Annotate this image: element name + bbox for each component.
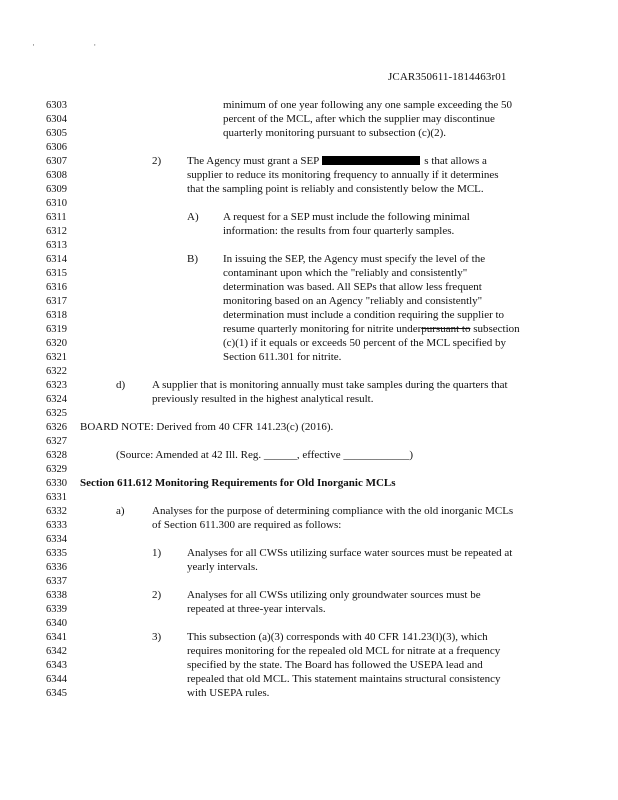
line-6345 [0,687,618,701]
line-text: A request for a SEP must include the following minimal [223,211,470,223]
document-code: JCAR350611-1814463r01 [388,71,507,83]
line-number: 6313 [46,240,67,251]
line-6343 [0,659,618,673]
line-6326 [0,421,618,435]
line-number: 6305 [46,128,67,139]
line-text: contaminant upon which the "reliably and consistently" [223,267,468,279]
line-number: 6309 [46,184,67,195]
line-text: In issuing the SEP, the Agency must specify the level of the [223,253,486,265]
line-text [223,323,520,337]
line-6341 [0,631,618,645]
line-number: 6311 [46,212,67,223]
line-6340 [0,617,618,631]
line-text [187,155,487,169]
line-6315 [0,267,618,281]
line-text: information: the results from four quarterly samples. [223,225,455,237]
line-6342 [0,645,618,659]
line-6307 [0,155,618,169]
line-number: 6340 [46,618,67,629]
line-6303 [0,99,618,113]
line-6305 [0,127,618,141]
line-number: 6335 [46,548,67,559]
line-6334 [0,533,618,547]
line-number: 6343 [46,660,67,671]
line-text: Analyses for all CWSs utilizing surface water sources must be repeated at [187,547,513,559]
line-6319 [0,323,618,337]
line-text-pre: The Agency must grant a SEP [187,155,320,167]
line-number: 6307 [46,156,67,167]
line-number: 6310 [46,198,67,209]
line-number: 6330 [46,478,67,489]
line-6335 [0,547,618,561]
item-label: A) [187,211,199,223]
item-label: 2) [152,589,162,601]
line-number: 6341 [46,632,67,643]
line-text: monitoring based on an Agency "reliably and consistently" [223,295,483,307]
line-6308 [0,169,618,183]
item-label: d) [116,379,126,391]
line-number: 6333 [46,520,67,531]
line-6320 [0,337,618,351]
line-text: determination was based. All SEPs that allow less frequent [223,281,482,293]
item-label: 2) [152,155,162,167]
line-6324 [0,393,618,407]
line-number: 6325 [46,408,67,419]
line-text: repeated at three-year intervals. [187,603,326,615]
item-label: 3) [152,631,162,643]
line-number: 6324 [46,394,67,405]
line-6337 [0,575,618,589]
line-number: 6332 [46,506,67,517]
line-number: 6319 [46,324,67,335]
line-6318 [0,309,618,323]
line-6336 [0,561,618,575]
line-text: minimum of one year following any one sample exceeding the 50 [223,99,512,111]
item-label: a) [116,505,125,517]
line-number: 6306 [46,142,67,153]
line-number: 6323 [46,380,67,391]
line-number: 6308 [46,170,67,181]
line-6339 [0,603,618,617]
line-6325 [0,407,618,421]
line-number: 6336 [46,562,67,573]
source-note: (Source: Amended at 42 Ill. Reg. ______, effective ____________) [116,449,414,461]
line-text: supplier to reduce its monitoring frequency to annually if it determines [187,169,499,181]
line-6317 [0,295,618,309]
line-text: that the sampling point is reliably and consistently below the MCL. [187,183,484,195]
line-text: percent of the MCL, after which the supplier may discontinue [223,113,495,125]
line-text: Section 611.301 for nitrite. [223,351,342,363]
board-note: BOARD NOTE: Derived from 40 CFR 141.23(c) (2016). [80,421,334,433]
item-label: 1) [152,547,162,559]
line-text: Analyses for all CWSs utilizing only groundwater sources must be [187,589,481,601]
line-text: quarterly monitoring pursuant to subsection (c)(2). [223,127,447,139]
line-number: 6344 [46,674,67,685]
line-text: previously resulted in the highest analytical result. [152,393,374,405]
line-number: 6321 [46,352,67,363]
line-text: A supplier that is monitoring annually must take samples during the quarters that [152,379,508,391]
line-number: 6320 [46,338,67,349]
line-6331 [0,491,618,505]
line-6328 [0,449,618,463]
line-number: 6303 [46,100,67,111]
line-number: 6317 [46,296,67,307]
line-text: repealed that old MCL. This statement maintains structural consistency [187,673,501,685]
line-text: (c)(1) if it equals or exceeds 50 percent of the MCL specified by [223,337,507,349]
line-6313 [0,239,618,253]
line-6338 [0,589,618,603]
line-number: 6315 [46,268,67,279]
line-number: 6329 [46,464,67,475]
item-label: B) [187,253,198,265]
struck-text: pursuant to [421,323,471,335]
line-number: 6304 [46,114,67,125]
scan-specks: · · [32,40,125,50]
line-number: 6318 [46,310,67,321]
line-6304 [0,113,618,127]
line-6332 [0,505,618,519]
line-text: of Section 611.300 are required as follows: [152,519,342,531]
line-text: specified by the state. The Board has followed the USEPA lead and [187,659,483,671]
line-6306 [0,141,618,155]
line-number: 6334 [46,534,67,545]
line-number: 6339 [46,604,67,615]
line-text: with USEPA rules. [187,687,270,699]
line-6321 [0,351,618,365]
line-text-main: resume quarterly monitoring for nitrite under [223,323,422,335]
line-6314 [0,253,618,267]
line-number: 6316 [46,282,67,293]
line-6309 [0,183,618,197]
line-6323 [0,379,618,393]
line-6310 [0,197,618,211]
line-text: determination must include a condition requiring the supplier to [223,309,505,321]
line-6312 [0,225,618,239]
redaction-block [322,156,420,165]
line-number: 6327 [46,436,67,447]
line-number: 6331 [46,492,67,503]
line-6330 [0,477,618,491]
line-number: 6322 [46,366,67,377]
line-6322 [0,365,618,379]
line-number: 6345 [46,688,67,699]
line-text-post: s that allows a [424,155,487,167]
line-text: Analyses for the purpose of determining compliance with the old inorganic MCLs [152,505,514,517]
line-text: This subsection (a)(3) corresponds with 40 CFR 141.23(l)(3), which [187,631,488,643]
line-number: 6328 [46,450,67,461]
line-number: 6338 [46,590,67,601]
line-number: 6312 [46,226,67,237]
line-6329 [0,463,618,477]
line-6316 [0,281,618,295]
line-number: 6337 [46,576,67,587]
line-number: 6326 [46,422,67,433]
section-heading: Section 611.612 Monitoring Requirements for Old Inorganic MCLs [80,477,396,489]
line-text: requires monitoring for the repealed old MCL for nitrate at a frequency [187,645,501,657]
line-text: yearly intervals. [187,561,258,573]
line-text-tail: subsection [470,323,520,335]
line-number: 6314 [46,254,67,265]
line-6333 [0,519,618,533]
line-6311 [0,211,618,225]
line-6327 [0,435,618,449]
line-6344 [0,673,618,687]
line-number: 6342 [46,646,67,657]
